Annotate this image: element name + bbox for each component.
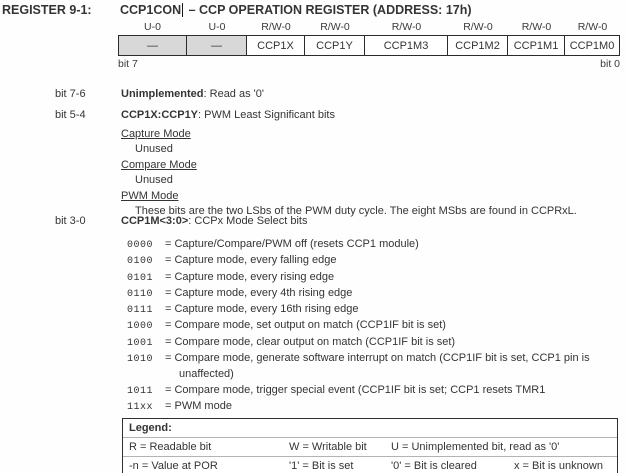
mode-desc: = Capture/Compare/PWM off (resets CCP1 module) <box>165 238 419 250</box>
legend-title: Legend: <box>123 419 617 438</box>
mode-code: 1001 <box>127 337 154 349</box>
bit-cell-unimplemented: — <box>187 36 247 55</box>
mode-code: 1010 <box>127 354 154 366</box>
bitfield-desc: : CCPx Mode Select bits <box>188 215 308 227</box>
compare-mode-note: Unused <box>135 174 173 187</box>
mode-option <box>127 351 590 383</box>
mode-desc: = PWM mode <box>165 399 232 412</box>
legend-writable: W = Writable bit <box>289 441 367 453</box>
mode-code: 0100 <box>127 256 154 268</box>
legend-por: -n = Value at POR <box>129 460 218 472</box>
mode-option <box>127 270 590 286</box>
register-name-wrap <box>120 3 472 17</box>
bit-cell-ccp1m0: CCP1M0 <box>565 36 619 55</box>
bitfield-name: Unimplemented <box>121 88 204 100</box>
legend-readable: R = Readable bit <box>129 441 212 453</box>
legend-bit-cleared: '0' = Bit is cleared <box>391 460 477 472</box>
bitfield-3-0 <box>55 215 307 227</box>
mode-desc: = Capture mode, every 16th rising edge <box>165 303 359 316</box>
bit-cell-ccp1m1: CCP1M1 <box>508 36 565 55</box>
mode-option <box>127 286 590 302</box>
register-number-label: REGISTER 9-1: <box>2 3 92 17</box>
legend-bit-unknown: x = Bit is unknown <box>514 460 603 472</box>
pwm-mode-heading: PWM Mode <box>121 189 179 202</box>
legend-row-1 <box>123 438 617 457</box>
capture-mode-note: Unused <box>135 143 173 156</box>
mode-code: 0111 <box>127 305 154 317</box>
access-label: R/W-0 <box>521 21 552 33</box>
access-labels-row <box>118 21 620 33</box>
access-label: U-0 <box>144 21 161 33</box>
mode-code: 0101 <box>127 272 154 284</box>
mode-option <box>127 383 590 399</box>
legend-row-2 <box>123 457 617 473</box>
pwm-mode-note: These bits are the two LSbs of the PWM duty cycle. The eight MSbs are found in CCPRxL. <box>135 205 577 218</box>
bit-cell-ccp1y: CCP1Y <box>305 36 365 55</box>
mode-option <box>127 318 590 334</box>
text-cursor-artifact <box>182 3 183 17</box>
compare-mode-heading: Compare Mode <box>121 158 197 171</box>
access-label: R/W-0 <box>391 21 422 33</box>
mode-option <box>127 237 590 253</box>
bit0-marker: bit 0 <box>600 58 620 70</box>
access-label: R/W-0 <box>261 21 291 33</box>
bitfield-5-4-details <box>121 127 577 219</box>
bitfield-desc: : Read as '0' <box>203 88 264 100</box>
mode-code: 0110 <box>127 288 154 300</box>
mode-code: 11xx <box>127 401 154 413</box>
mode-option <box>127 253 590 269</box>
access-label: R/W-0 <box>463 21 493 33</box>
mode-option <box>127 399 590 415</box>
bit-cell-ccp1x: CCP1X <box>247 36 305 55</box>
mode-option <box>127 302 590 318</box>
register-name: CCP1CON <box>120 3 182 17</box>
mode-desc: = Compare mode, trigger special event (CCP1IF bit is set; CCP1 resets TMR1 <box>165 383 546 396</box>
bitfield-7-6 <box>55 88 264 100</box>
bit7-marker: bit 7 <box>118 58 138 70</box>
bitfield-name: CCP1M<3:0> <box>121 215 189 227</box>
mode-desc: = Capture mode, every falling edge <box>165 254 337 267</box>
register-bit-table <box>118 35 620 56</box>
mode-desc: = Compare mode, set output on match (CCP1IF bit is set) <box>165 319 446 332</box>
bit-cell-unimplemented: — <box>119 36 187 55</box>
mode-desc: = Compare mode, generate software interrupt on match (CCP1IF bit is set, CCP1 pin is <box>165 352 590 365</box>
legend-bit-set: '1' = Bit is set <box>289 460 354 472</box>
bitfield-label: bit 7-6 <box>55 88 86 100</box>
bitfield-name: CCP1X:CCP1Y <box>121 109 199 121</box>
bitfield-5-4 <box>55 109 335 121</box>
bitfield-label: bit 5-4 <box>55 109 86 121</box>
capture-mode-heading: Capture Mode <box>121 128 191 140</box>
legend-box <box>122 418 618 473</box>
legend-unimplemented: U = Unimplemented bit, read as '0' <box>391 441 560 453</box>
bit-cell-ccp1m3: CCP1M3 <box>365 36 448 55</box>
mode-code: 0000 <box>127 240 154 251</box>
mode-code: 1011 <box>127 385 154 397</box>
bit-cell-ccp1m2: CCP1M2 <box>448 36 508 55</box>
mode-option <box>127 335 590 351</box>
register-title-rest: – CCP OPERATION REGISTER (ADDRESS: 17h) <box>188 3 472 17</box>
access-label: R/W-0 <box>577 21 608 33</box>
bitfield-desc: : PWM Least Significant bits <box>198 109 335 121</box>
access-label: U-0 <box>208 21 226 33</box>
mode-desc: = Capture mode, every 4th rising edge <box>165 286 353 299</box>
bitfield-label: bit 3-0 <box>55 215 86 227</box>
bit-range-markers <box>118 58 620 70</box>
mode-select-list <box>127 237 590 415</box>
mode-desc-wrap: unaffected) <box>179 368 234 381</box>
mode-code: 1000 <box>127 321 154 333</box>
mode-desc: = Capture mode, every rising edge <box>165 270 335 283</box>
mode-desc: = Compare mode, clear output on match (CCP1IF bit is set) <box>165 335 456 348</box>
access-label: R/W-0 <box>320 21 350 33</box>
register-title <box>2 3 626 17</box>
